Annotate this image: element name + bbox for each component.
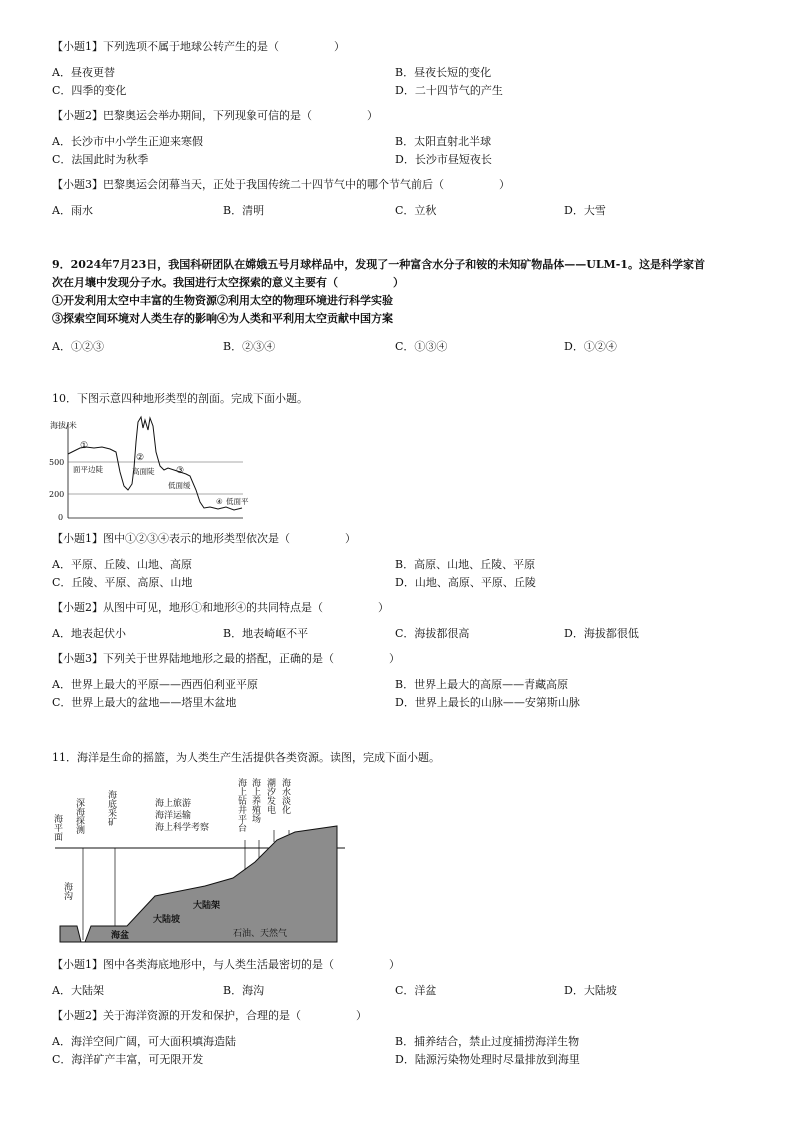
label-basin: 海盆 [111,931,130,941]
q8-sub1-option-b: B．昼夜长短的变化 [395,66,492,79]
tick-200: 200 [49,490,65,499]
q11-sub1-stem: 【小题1】图中各类海底地形中，与人类生活最密切的是（ ） [52,958,400,971]
q8-sub2-option-c: C．法国此时为秋季 [52,153,149,166]
q9-option-c: C．①③④ [395,340,448,353]
q10-sub1-option-c: C．丘陵、平原、高原、山地 [52,576,193,589]
q9-option-d: D．①②④ [564,340,617,353]
label-tidal: 潮汐发电 [265,778,275,814]
label-trench: 海沟 [62,882,72,900]
label-research: 海上科学考察 [155,823,210,833]
q11-sub2-option-b: B．捕养结合，禁止过度捕捞海洋生物 [395,1035,580,1048]
label-shipping: 海洋运输 [155,811,192,821]
q11-sub1-option-d: D．大陆坡 [564,984,617,997]
q10-sub1-option-a: A．平原、丘陵、山地、高原 [52,558,192,571]
label-tourism: 海上旅游 [155,799,192,809]
label-sea-level: 海平面 [52,814,62,841]
q8-sub3-option-c: C．立秋 [395,204,437,217]
ocean-resources-figure [52,774,345,946]
q11-sub2-option-d: D．陆源污染物处理时尽量排放到海里 [395,1053,580,1066]
q10-sub3-stem: 【小题3】下列关于世界陆地地形之最的搭配，正确的是（ ） [52,652,400,665]
q9-stem-line2: 次在月壤中发现分子水。我国进行太空探索的意义主要有（ ） [52,276,404,289]
seabed-profile [60,826,337,942]
q10-sub2-option-c: C．海拔都很高 [395,627,470,640]
q11-sub1-option-c: C．洋盆 [395,984,437,997]
tick-500: 500 [49,458,65,467]
q8-sub3-stem: 【小题3】巴黎奥运会闭幕当天，正处于我国传统二十四节气中的哪个节气前后（ ） [52,178,510,191]
q8-sub1-option-a: A．昼夜更替 [52,66,115,79]
terrain-profile-figure [48,412,248,524]
q10-sub2-stem: 【小题2】从图中可见，地形①和地形④的共同特点是（ ） [52,601,389,614]
q10-sub3-option-c: C．世界上最大的盆地——塔里木盆地 [52,696,237,709]
terrain-name-1: 面平边陡 [73,465,103,474]
terrain-label-1: ① [80,441,89,451]
terrain-name-3: 低面缓 [168,481,191,490]
terrain-name-4: 低面平 [226,497,249,506]
label-oil-gas: 石油、天然气 [233,929,288,939]
q8-sub1-option-c: C．四季的变化 [52,84,127,97]
q11-sub1-option-b: B．海沟 [223,984,265,997]
q9-stem-line3: ①开发利用太空中丰富的生物资源②利用太空的物理环境进行科学实验 [52,294,393,307]
q10-sub3-option-d: D．世界上最长的山脉——安第斯山脉 [395,696,580,709]
q8-sub1-stem: 【小题1】下列选项不属于地球公转产生的是（ ） [52,40,345,53]
label-seabed-mining: 海底采矿 [106,790,116,826]
q8-sub2-stem: 【小题2】巴黎奥运会举办期间，下列现象可信的是（ ） [52,109,378,122]
q9-stem-line1: 9．2024年7月23日，我国科研团队在嫦娥五号月球样品中，发现了一种富含水分子和铵的未知矿物晶体——ULM-1。这是科学家首 [52,258,705,271]
q8-sub2-option-a: A．长沙市中小学生正迎来寒假 [52,135,203,148]
q10-sub1-option-b: B．高原、山地、丘陵、平原 [395,558,536,571]
q8-sub3-option-b: B．清明 [223,204,265,217]
label-shelf: 大陆架 [193,901,221,911]
q8-sub3-option-d: D．大雪 [564,204,606,217]
q10-sub3-option-b: B．世界上最大的高原——青藏高原 [395,678,569,691]
q11-stem: 11．海洋是生命的摇篮，为人类生产生活提供各类资源。读图，完成下面小题。 [52,751,440,764]
q11-sub2-option-a: A．海洋空间广阔，可大面积填海造陆 [52,1035,236,1048]
q9-option-b: B．②③④ [223,340,276,353]
q11-sub2-option-c: C．海洋矿产丰富，可无限开发 [52,1053,204,1066]
q8-sub1-option-d: D．二十四节气的产生 [395,84,503,97]
terrain-label-3: ③ [176,466,185,476]
q8-sub2-option-d: D．长沙市昼短夜长 [395,153,492,166]
terrain-name-2: 高面陡 [132,467,155,476]
label-drilling: 海上钻井平台 [236,778,246,832]
q8-sub3-option-a: A．雨水 [52,204,93,217]
q10-sub2-option-a: A．地表起伏小 [52,627,126,640]
label-desalination: 海水淡化 [280,778,290,814]
q10-sub1-option-d: D．山地、高原、平原、丘陵 [395,576,536,589]
q11-sub1-option-a: A．大陆架 [52,984,104,997]
q11-sub2-stem: 【小题2】关于海洋资源的开发和保护，合理的是（ ） [52,1009,367,1022]
tick-0: 0 [58,513,64,522]
label-deep-sea: 深海探测 [74,798,84,834]
q10-sub2-option-b: B．地表崎岖不平 [223,627,309,640]
q10-sub2-option-d: D．海拔都很低 [564,627,639,640]
label-slope: 大陆坡 [153,915,181,925]
q9-stem-line4: ③探索空间环境对人类生存的影响④为人类和平利用太空贡献中国方案 [52,312,393,325]
terrain-label-4: ④ [216,497,223,506]
q8-sub2-option-b: B．太阳直射北半球 [395,135,492,148]
label-aquaculture: 海上养殖场 [250,778,260,823]
terrain-label-2: ② [136,453,145,463]
q9-option-a: A．①②③ [52,340,104,353]
y-axis-label: 海拔/米 [50,421,77,430]
q10-sub3-option-a: A．世界上最大的平原——西西伯利亚平原 [52,678,258,691]
q10-stem: 10．下图示意四种地形类型的剖面。完成下面小题。 [52,392,308,405]
q10-sub1-stem: 【小题1】图中①②③④表示的地形类型依次是（ ） [52,532,356,545]
